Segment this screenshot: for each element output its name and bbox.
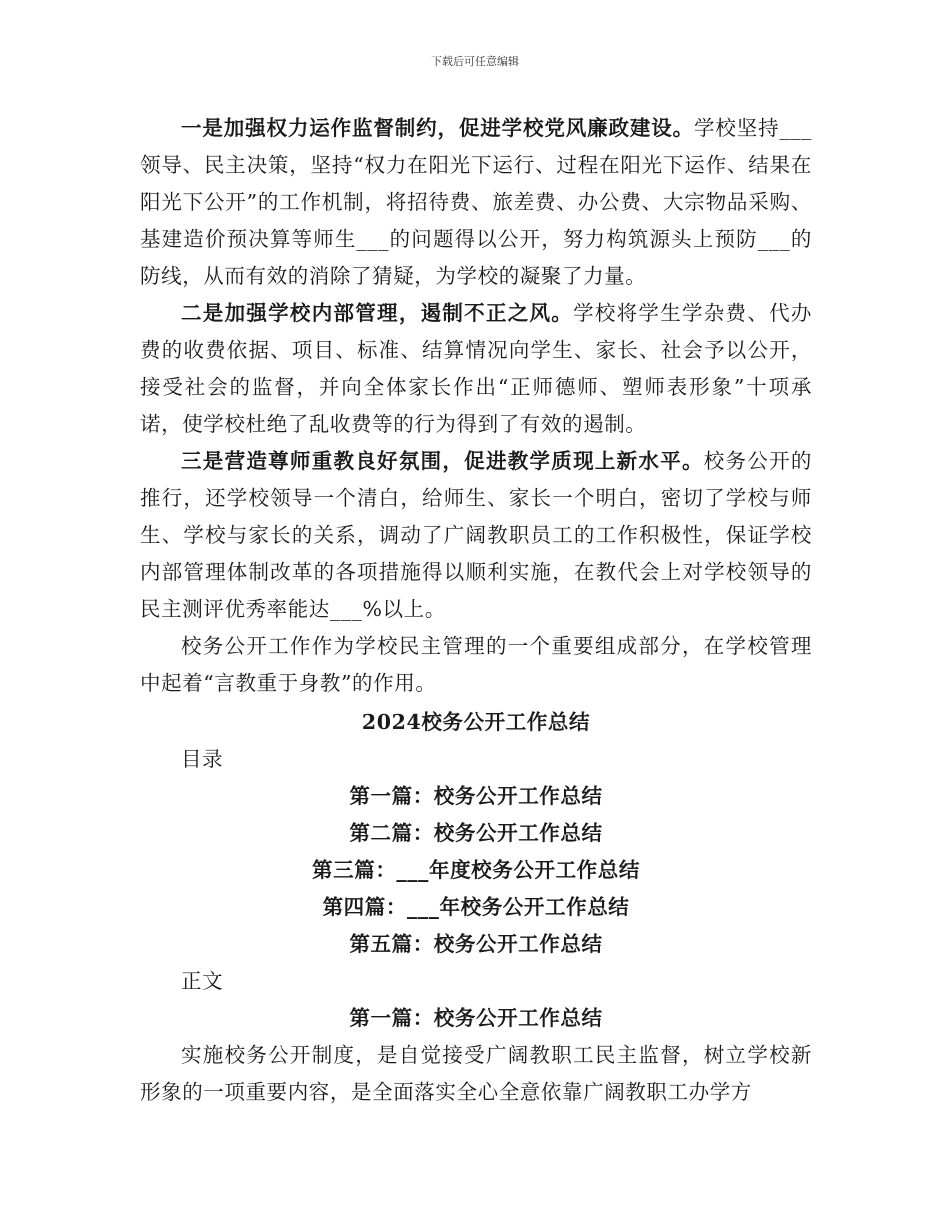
document-title: 2024校务公开工作总结 <box>361 710 591 734</box>
toc-item[interactable]: 第一篇：校务公开工作总结 <box>349 784 603 808</box>
body-label: 正文 <box>181 969 224 993</box>
paragraph-2 <box>140 295 812 443</box>
toc-item[interactable]: 第二篇：校务公开工作总结 <box>349 821 603 845</box>
paragraph-1 <box>140 110 812 295</box>
paragraph-4: 校务公开工作作为学校民主管理的一个重要组成部分，在学校管理中起着“言教重于身教”的作用。 <box>140 634 812 695</box>
paragraph-3-text: 校务公开的推行，还学校领导一个清白，给师生、家长一个明白，密切了学校与师生、学校与家长的关系，调动了广阔教职员工的工作积极性，保证学校内部管理体制改革的各项措施得以顺利实施，在教代会上对学校领导的民主测评优秀率能达___%以上。 <box>140 449 812 621</box>
paragraph-5: 实施校务公开制度，是自觉接受广阔教职工民主监督，树立学校新形象的一项重要内容，是全面落实全心全意依靠广阔教职工办学方 <box>140 1043 812 1104</box>
document-body <box>140 110 812 1111</box>
toc-item[interactable]: 第五篇：校务公开工作总结 <box>349 932 603 956</box>
paragraph-1-text: 学校坚持___领导、民主决策，坚持“权力在阳光下运行、过程在阳光下运作、结果在阳光下公开”的工作机制，将招待费、旅差费、办公费、大宗物品采购、基建造价预决算等师生___的问题得以公开，努力构筑源头上预防___的防线，从而有效的消除了猜疑，为学校的凝聚了力量。 <box>140 116 812 288</box>
toc-item[interactable]: 第四篇：___年校务公开工作总结 <box>322 895 630 919</box>
paragraph-3-heading: 三是营造尊师重教良好氛围，促进教学质现上新水平。 <box>181 449 704 473</box>
section-1-title: 第一篇：校务公开工作总结 <box>349 1006 603 1030</box>
paragraph-3 <box>140 443 812 628</box>
toc-label: 目录 <box>181 747 224 771</box>
toc-item[interactable]: 第三篇：___年度校务公开工作总结 <box>312 858 640 882</box>
paragraph-2-heading: 二是加强学校内部管理，遏制不正之风。 <box>181 301 574 325</box>
paragraph-1-heading: 一是加强权力运作监督制约，促进学校党风廉政建设。 <box>181 116 694 140</box>
table-of-contents <box>140 778 812 963</box>
page-header: 下载后可任意编辑 <box>431 55 519 68</box>
paragraph-2-text: 学校将学生学杂费、代办费的收费依据、项目、标准、结算情况向学生、家长、社会予以公开，接受社会的监督，并向全体家长作出“正师德师、塑师表形象”十项承诺，使学校杜绝了乱收费等的行为得到了有效的遏制。 <box>140 301 812 436</box>
